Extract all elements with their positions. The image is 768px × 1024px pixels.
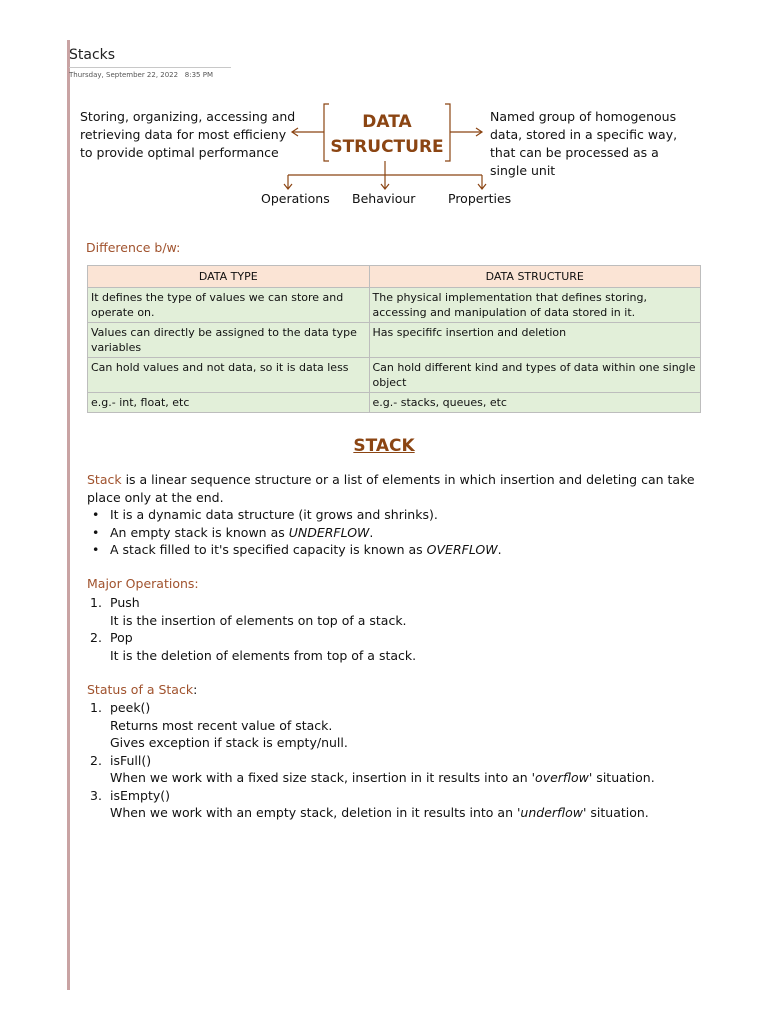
table-cell: e.g.- int, float, etc — [88, 393, 370, 413]
list-item: • An empty stack is known as UNDERFLOW. — [90, 524, 502, 542]
table-row — [88, 393, 701, 413]
branch-behaviour: Behaviour — [352, 191, 416, 206]
stack-properties-list — [90, 506, 502, 559]
page-title: Stacks — [69, 47, 116, 63]
branch-properties: Properties — [448, 191, 512, 206]
table-row — [88, 323, 701, 358]
stack-term: Stack — [87, 472, 122, 487]
table-row — [88, 288, 701, 323]
header-data-type: DATA TYPE — [88, 266, 370, 288]
page-time: 8:35 PM — [184, 71, 213, 79]
table-cell: Has specififc insertion and deletion — [369, 323, 701, 358]
table-cell: Can hold different kind and types of data within one single object — [369, 358, 701, 393]
list-item: • It is a dynamic data structure (it grows and shrinks). — [90, 506, 502, 524]
center-title-line1: DATA — [362, 112, 412, 132]
major-operations-list — [87, 594, 707, 664]
status-list — [87, 699, 707, 822]
list-item: • A stack filled to it's specified capacity is known as OVERFLOW. — [90, 541, 502, 559]
stack-heading: STACK — [353, 436, 415, 456]
table-cell: Values can directly be assigned to the data type variables — [88, 323, 370, 358]
table-cell: The physical implementation that defines storing, accessing and manipulation of data stored in it. — [369, 288, 701, 323]
branch-operations: Operations — [261, 191, 330, 206]
list-item: 2. isFull() When we work with a fixed size stack, insertion in it results into an 'overflow' situation. — [90, 752, 655, 785]
list-item: 1. Push It is the insertion of elements on top of a stack. — [90, 595, 407, 628]
table-header-row — [88, 266, 701, 288]
table-cell: It defines the type of values we can store and operate on. — [88, 288, 370, 323]
table-cell: e.g.- stacks, queues, etc — [369, 393, 701, 413]
status-heading: Status of a Stack: — [87, 682, 198, 697]
table-cell: Can hold values and not data, so it is data less — [88, 358, 370, 393]
data-structure-title — [329, 110, 445, 160]
header-data-structure: DATA STRUCTURE — [369, 266, 701, 288]
stack-definition-text: is a linear sequence structure or a list of elements in which insertion and deleting can take place only at the end. — [87, 472, 695, 505]
list-item: 1. peek() Returns most recent value of stack. Gives exception if stack is empty/null. — [90, 700, 348, 750]
data-structure-purpose-text: Storing, organizing, accessing and retrieving data for most efficieny to provide optimal performance — [80, 109, 296, 160]
data-structure-definition-text: Named group of homogenous data, stored in a specific way, that can be processed as a single unit — [490, 109, 678, 178]
list-item: 3. isEmpty() When we work with an empty stack, deletion in it results into an 'underflow' situation. — [90, 787, 649, 820]
stack-definition — [87, 471, 707, 506]
data-structure-diagram — [0, 0, 768, 230]
table-row — [88, 358, 701, 393]
right-bracket — [445, 104, 450, 161]
difference-table — [87, 265, 701, 413]
list-item: 2. Pop It is the deletion of elements from top of a stack. — [90, 630, 417, 663]
major-operations-heading: Major Operations: — [87, 576, 199, 591]
page-date: Thursday, September 22, 2022 — [69, 71, 179, 79]
center-title-line2: STRUCTURE — [330, 137, 444, 157]
difference-heading: Difference b/w: — [86, 240, 181, 255]
